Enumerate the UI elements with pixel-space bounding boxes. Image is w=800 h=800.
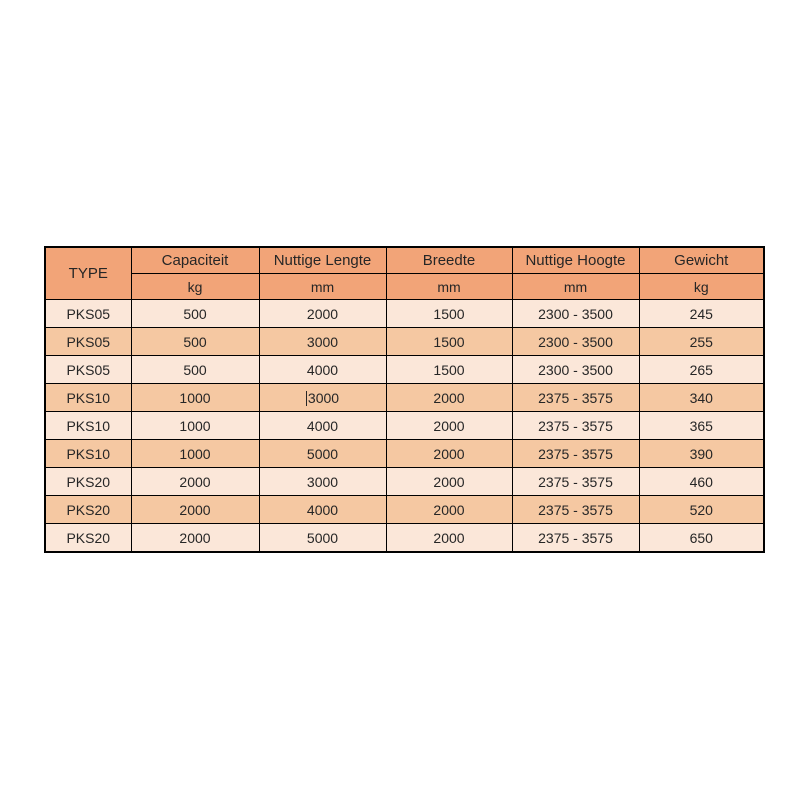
table-cell: 2000: [131, 496, 259, 524]
table-cell: 255: [639, 328, 764, 356]
table-body: [45, 300, 764, 553]
table-cell: 2000: [131, 524, 259, 553]
table-cell: 2000: [386, 412, 512, 440]
table-row: [45, 524, 764, 553]
table-cell: 2375 - 3575: [512, 496, 639, 524]
table-row: [45, 496, 764, 524]
spec-table: [44, 246, 765, 553]
table-cell: 2000: [386, 468, 512, 496]
table-cell: 2000: [131, 468, 259, 496]
table-cell: PKS10: [45, 440, 131, 468]
table-cell: PKS20: [45, 524, 131, 553]
table-header: [45, 247, 764, 300]
table-cell: 2300 - 3500: [512, 356, 639, 384]
table-cell: 365: [639, 412, 764, 440]
table-cell: 500: [131, 300, 259, 328]
table-cell: PKS20: [45, 496, 131, 524]
unit-nuttige-hoogte: mm: [512, 274, 639, 300]
table-cell: 4000: [259, 356, 386, 384]
table-cell: 340: [639, 384, 764, 412]
table-row: [45, 440, 764, 468]
table-cell: 390: [639, 440, 764, 468]
table-cell: 2000: [386, 496, 512, 524]
table-cell: 1500: [386, 300, 512, 328]
table-cell: 2300 - 3500: [512, 300, 639, 328]
table-cell: 460: [639, 468, 764, 496]
table-row: [45, 300, 764, 328]
header-breedte: Breedte: [386, 247, 512, 274]
header-nuttige-lengte: Nuttige Lengte: [259, 247, 386, 274]
header-type: TYPE: [45, 247, 131, 300]
header-capaciteit: Capaciteit: [131, 247, 259, 274]
table-cell: 3000: [259, 328, 386, 356]
unit-gewicht: kg: [639, 274, 764, 300]
header-label-row: [45, 247, 764, 274]
table-cell: 4000: [259, 412, 386, 440]
table-cell: 500: [131, 356, 259, 384]
table-row: [45, 356, 764, 384]
table-cell: 3000: [259, 468, 386, 496]
table-row: [45, 328, 764, 356]
table-cell: 5000: [259, 440, 386, 468]
table-cell: PKS10: [45, 412, 131, 440]
header-nuttige-hoogte: Nuttige Hoogte: [512, 247, 639, 274]
table-cell: 650: [639, 524, 764, 553]
table-cell: 3000: [259, 384, 386, 412]
table-cell: 2300 - 3500: [512, 328, 639, 356]
table-cell: 4000: [259, 496, 386, 524]
table-cell: PKS05: [45, 328, 131, 356]
table-cell: 1000: [131, 440, 259, 468]
table-row: [45, 468, 764, 496]
table-cell: 5000: [259, 524, 386, 553]
table-cell: PKS20: [45, 468, 131, 496]
table-cell: PKS05: [45, 356, 131, 384]
table-cell: 2375 - 3575: [512, 524, 639, 553]
table-cell: 1000: [131, 412, 259, 440]
table-cell: 1500: [386, 356, 512, 384]
table-cell: 265: [639, 356, 764, 384]
unit-breedte: mm: [386, 274, 512, 300]
table-cell: PKS10: [45, 384, 131, 412]
table-row: [45, 384, 764, 412]
table-cell: 245: [639, 300, 764, 328]
text-cursor: [306, 391, 307, 406]
header-unit-row: [45, 274, 764, 300]
table-cell: 2375 - 3575: [512, 440, 639, 468]
table-cell: 2000: [386, 384, 512, 412]
table-cell: 2375 - 3575: [512, 468, 639, 496]
table-cell: 2000: [386, 440, 512, 468]
table-cell: 2000: [259, 300, 386, 328]
table-cell: 2375 - 3575: [512, 384, 639, 412]
table-cell: 520: [639, 496, 764, 524]
table-cell: 1000: [131, 384, 259, 412]
unit-capaciteit: kg: [131, 274, 259, 300]
unit-nuttige-lengte: mm: [259, 274, 386, 300]
table-row: [45, 412, 764, 440]
table-cell: 500: [131, 328, 259, 356]
table-cell: 2000: [386, 524, 512, 553]
table-cell: 1500: [386, 328, 512, 356]
header-gewicht: Gewicht: [639, 247, 764, 274]
table-cell: 2375 - 3575: [512, 412, 639, 440]
table-cell: PKS05: [45, 300, 131, 328]
